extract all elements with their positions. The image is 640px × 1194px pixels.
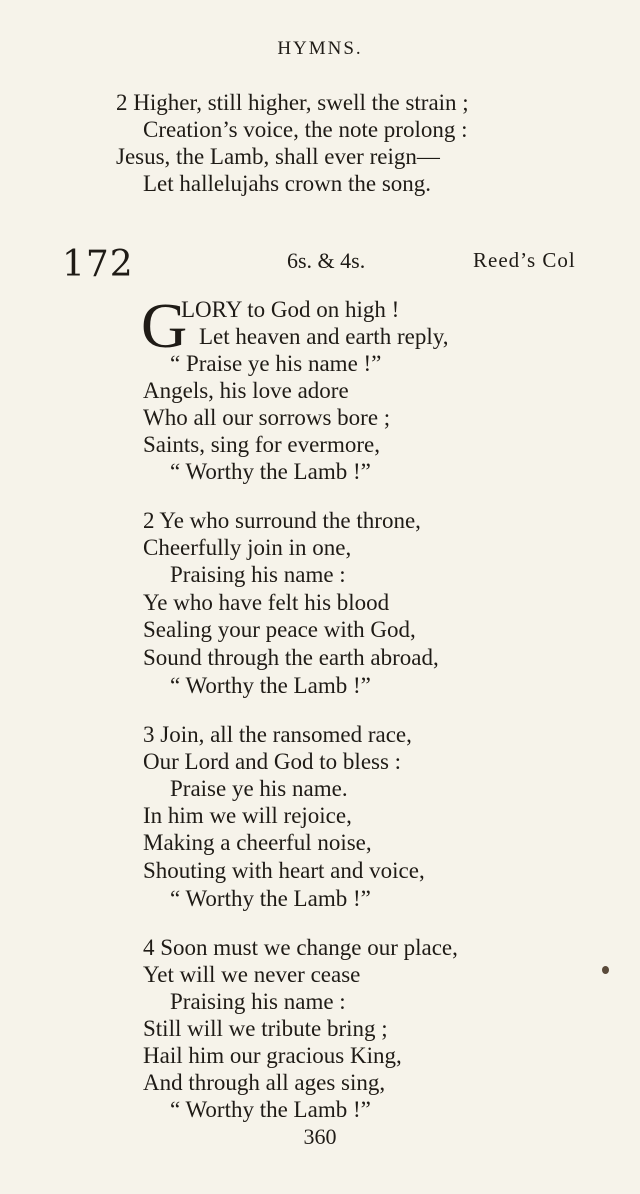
tune-source: Reed’s Col [473, 248, 576, 272]
verse-line: “ Worthy the Lamb !” [170, 886, 371, 911]
verse-line: Praising his name : [170, 562, 346, 587]
page-number: 360 [303, 1124, 337, 1149]
ink-speck [602, 966, 609, 974]
verse-line: Sealing your peace with God, [143, 617, 416, 642]
verse-line: Ye who have felt his blood [143, 590, 390, 615]
verse-line: Angels, his love adore [143, 378, 349, 403]
verse-line: Yet will we never cease [143, 962, 361, 987]
verse-line: Making a cheerful noise, [143, 830, 372, 855]
verse-line: Shouting with heart and voice, [143, 858, 425, 883]
verse-line: “ Worthy the Lamb !” [170, 1097, 371, 1122]
drop-cap: G [141, 290, 188, 361]
verse-line: 2 Higher, still higher, swell the strain ; [116, 90, 469, 115]
verse-line: Saints, sing for evermore, [143, 432, 380, 457]
verse-line: 3 Join, all the ransomed race, [143, 722, 412, 747]
verse-line: Let hallelujahs crown the song. [143, 171, 432, 196]
verse-line: Sound through the earth abroad, [143, 645, 439, 670]
verse-line: LORY to God on high ! [181, 297, 400, 322]
verse-line: “ Worthy the Lamb !” [170, 673, 371, 698]
hymn-number: 172 [62, 244, 134, 285]
verse-line: 2 Ye who surround the throne, [143, 508, 421, 533]
verse-line: Cheerfully join in one, [143, 535, 352, 560]
hymn-meter: 6s. & 4s. [287, 248, 366, 273]
page-header: HYMNS. [277, 38, 363, 59]
verse-line: Praise ye his name. [170, 776, 348, 801]
verse-line: Creation’s voice, the note prolong : [143, 117, 468, 142]
verse-line: “ Worthy the Lamb !” [170, 459, 371, 484]
verse-line: And through all ages sing, [143, 1070, 386, 1095]
verse-line: Hail him our gracious King, [143, 1043, 402, 1068]
verse-line: Jesus, the Lamb, shall ever reign— [116, 144, 440, 169]
verse-line: Let heaven and earth reply, [199, 324, 449, 349]
verse-line: Still will we tribute bring ; [143, 1016, 388, 1041]
verse-line: 4 Soon must we change our place, [143, 935, 458, 960]
verse-line: “ Praise ye his name !” [170, 351, 382, 376]
verse-line: In him we will rejoice, [143, 803, 352, 828]
verse-line: Who all our sorrows bore ; [143, 405, 391, 430]
verse-line: Our Lord and God to bless : [143, 749, 402, 774]
verse-line: Praising his name : [170, 989, 346, 1014]
